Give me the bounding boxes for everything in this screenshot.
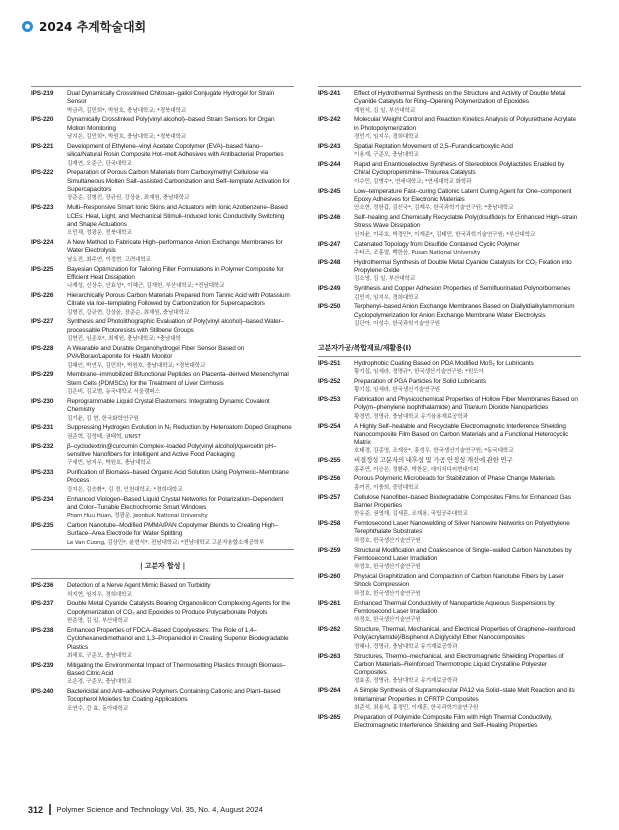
abstract-entry [318,457,581,474]
entry-code: IPS-262 [318,626,341,634]
entry-code: IPS-219 [31,90,54,97]
entry-authors: 김재연, 오준근, 단국대학교 [67,160,132,167]
abstract-entry [318,214,581,239]
entry-authors: 호태경, 김종영, 조재웅*, 홍성우, 한국생산기술연구원; *동국대학교 [354,448,514,455]
right-entry-list [318,90,581,328]
entry-code: IPS-247 [318,240,341,248]
entry-body [67,600,294,625]
abstract-entry [31,496,294,521]
section-heading-synthesis: | 고분자 합성 | [139,561,186,570]
entry-authors: 강지은, 김승환*, 김 경, 인천대학교; *경희대학교 [67,486,183,493]
abstract-entry [31,627,294,660]
entry-title: Molecular Weight Control and Reaction Kinetics Analysis of Polyurethane Acrylate in Photopolymerization [354,116,576,132]
entry-body [67,582,294,599]
entry-code: IPS-220 [31,116,54,124]
entry-title: A Wearable and Durable Organohydrogel Fiber Sensor Based on PVA/Borax/Laponite for Health Monitor [67,344,245,361]
abstract-entry [318,241,581,258]
abstract-entry [31,600,294,625]
entry-code: IPS-255 [318,457,341,465]
abstract-entry [318,116,581,141]
entry-body [67,627,294,660]
entry-code: IPS-223 [31,204,54,212]
entry-code: IPS-258 [318,520,341,528]
top-rule [318,86,581,87]
entry-title: Dual Dynamically Crosslinked Chitosan–gallol Conjugate Hydrogel for Strain Sensor [67,90,275,106]
entry-title: Low–temperature Fast–curing Cationic Latent Curing Agent for One–component Epoxy Adhesives for Electronic Materials [354,187,572,203]
conference-title: 2024 추계학술대회 [39,20,147,34]
left-entry-list-2 [31,582,294,713]
entry-authors: Le Van Cuong, 김상민*, 윤현석*, 전남대학교; *전남대학교 고분자융합소재공학부 [67,539,265,546]
entry-body [354,423,581,456]
entry-title: Enhanced Properties of FDCA–Based Copolyesters: The Role of 1,4–Cyclohexanedimethanol and 1,3–Propanediol in Creating Superior Biodegradable Plastics [67,626,289,651]
entry-title: Enhanced Viologen–Based Liquid Crystal Networks for Polarization–Dependent and Color–Tunable Electrochromic Smart Windows [67,495,284,511]
entry-body [67,239,294,264]
abstract-entry [318,600,581,625]
entry-authors: 신지윤, 이주호, 박경민*, 이재준*, 김태민, 한국과학기술연구원; *부산대학교 [354,231,536,238]
entry-body [67,318,294,343]
entry-code: IPS-234 [31,495,54,503]
entry-title: A Simple Synthesis of Supramolecular PA12 via Solid–state Melt Reaction and its Interlaminar Properties in CFRTP Composites [354,687,575,703]
entry-code: IPS-263 [318,652,341,660]
entry-code: IPS-257 [318,493,341,501]
entry-authors: 하정호, 한국생산기술연구원 [354,617,421,624]
entry-code: IPS-236 [31,582,54,590]
entry-code: IPS-246 [318,214,341,222]
entry-authors: 조연수, 강 효, 동아대학교 [67,705,129,712]
right-column [318,86,581,732]
entry-title: 비결정성 고분자의 내후성 및 가공 안정성 개선에 관한 연구 [354,457,513,465]
abstract-entry [318,90,581,115]
entry-title: A New Method to Fabricate High–performance Anion Exchange Membranes for Water Electrolysis [67,239,283,255]
abstract-entry [318,161,581,186]
entry-body [67,143,294,168]
entry-authors: 남지은, 김민희*, 박원호, 충남대학교; *경북대학교 [67,134,187,141]
entry-authors: 한준영, 김 일, 부산대학교 [67,618,129,625]
entry-authors: 이수민, 김병수*, 연세대학교; *연세대학교 화학과 [354,178,472,185]
entry-code: IPS-235 [31,522,54,530]
entry-authors: 정혜나, 정명규, 충남대학교 유기재료공학과 [354,643,458,650]
entry-title: Hierarchically Porous Carbon Materials Prepared from Tannic Acid with Potassium Citrate via Ice–templating Followed by Carbonization for Supercapacitors [67,291,290,308]
entry-body [354,259,581,284]
entry-body [67,398,294,423]
entry-title: Porous Polymeric Microbeads for Stabilization of Phase Change Materials [354,475,555,483]
abstract-entry [318,423,581,456]
abstract-entry [31,90,294,115]
entry-title: Membrane–immobilized Bifunctional Peptides on Placenta–derived Mesenchymal Stem Cells (PDMSCs) for the Treatment of Liver Cirrhosis [67,371,289,387]
page-footer [28,804,598,815]
abstract-entry [31,169,294,202]
abstract-entry [318,547,581,572]
entry-body [354,360,581,377]
top-rule [31,86,294,87]
entry-authors: 황기섭, 임세라, 한국생산기술연구원 [354,387,440,394]
left-entry-list [31,90,294,547]
abstract-entry [318,687,581,712]
left-column [31,86,294,715]
abstract-entry [31,292,294,317]
entry-body [67,292,294,317]
abstract-entry [318,303,581,328]
entry-body [354,214,581,239]
entry-body [354,547,581,572]
entry-authors: 홍여진, 이충희, 중앙대학교 [354,484,419,491]
entry-title: Suppressing Hydrogen Evolution in N₂ Reduction by Heteroatom Doped Graphene [67,424,292,432]
entry-code: IPS-256 [318,475,341,483]
entry-code: IPS-251 [318,359,341,367]
entry-code: IPS-237 [31,600,54,608]
entry-code: IPS-243 [318,142,341,150]
page-header [22,18,146,35]
entry-title: Purification of Biomass–based Organic Acid Solution Using Polymeric–Membrane Process [67,469,289,485]
entry-title: Synthesis and Copper Adhesion Properties of Semifluorinated Polynorbornenes [354,285,571,293]
entry-title: Spatial Reptation Movement of 2,5–Furandicarboxylic Acid [354,142,513,150]
entry-title: Synthesis and Photolithographic Evaluation of Poly(vinyl alcohol)–based Water–processable Photoresists with Stilbene Groups [67,318,285,334]
entry-title: Rapid and Enantioselective Synthesis of Stereoblock Polylactides Enabled by Chiral Cyclopropenimine–Thiourea Catalysts [354,161,565,177]
entry-code: IPS-228 [31,344,54,352]
entry-code: IPS-233 [31,469,54,477]
entry-authors: 김혜인, 박연우, 김민희*, 박원호, 충남대학교; *경북대학교 [67,362,206,369]
entry-body [354,653,581,686]
abstract-entry [31,424,294,441]
entry-code: IPS-261 [318,599,341,607]
entry-authors: 김형진, 강규현, 강상윤, 장준순, 최재원, 충남대학교 [67,309,190,316]
section-heading-processing: 고분자가공/복합재료/재활용(I) [318,344,412,353]
abstract-entry [31,398,294,423]
entry-authors: 나재성, 신상수, 안효성*, 이혜근, 김재헌, 부산대학교; *전남대학교 [67,283,225,290]
journal-citation: Polymer Science and Technology Vol. 35, No. 4, August 2024 [56,805,263,814]
abstract-entry [318,573,581,598]
entry-authors: 황경민, 정명규, 충남대학교 유기융용재료공학과 [354,413,468,420]
abstract-entry [31,662,294,687]
entry-body [67,688,294,713]
right-entry-list-2 [318,360,581,731]
entry-body [67,424,294,441]
entry-authors: 안소현, 정한갑, 김선국*, 김제우, 한국과학기술연구원; *충남대학교 [354,205,514,212]
entry-title: Preparation of PGA Particles for Solid Lubricants [354,377,486,385]
abstract-entry [318,475,581,492]
abstract-entry [31,688,294,713]
abstract-entry [318,259,581,284]
entry-title: A Highly Self–healable and Recyclable Electromagnetic Interference Shielding Nanocomposite Film Based on Carbon Materials and a Functional Heterocyclic Matrix [354,422,569,447]
abstract-entry [31,116,294,141]
entry-title: Carbon Nanotube–Modified PMMA/PAN Copolymer Blends to Creating High–Surface–Area Electrode for Water Splitting [67,522,278,538]
entry-body [67,496,294,521]
entry-code: IPS-240 [31,688,54,696]
abstract-entry [31,239,294,264]
entry-authors: 남요진, 최주연, 이정현, 고려대학교 [67,256,151,263]
abstract-entry [31,443,294,468]
entry-body [354,116,581,141]
entry-code: IPS-226 [31,291,54,299]
entry-body [354,188,581,213]
abstract-entry [318,188,581,213]
entry-authors: 최세호, 구준모, 충남대학교 [67,652,132,659]
entry-authors: 구세빈, 남지우, 박원호, 충남대학교 [67,460,151,467]
entry-title: Cellulose Nanofiber–based Biodegradable Composites Films for Enhanced Gas Barrier Properties [354,493,571,509]
entry-code: IPS-249 [318,285,341,293]
abstract-entry [318,520,581,545]
entry-title: Fabrication and Physicochemical Properties of Hollow Fiber Membranes Based on Poly(m–phenylene isophthalamide) and Titanium Dioxide Nanoparticles [354,396,578,412]
entry-body [354,520,581,545]
entry-body [354,241,581,258]
entry-authors: 정효종, 정명규, 충남대학교 유기재료공학과 [354,678,458,685]
section-rule [318,356,581,357]
entry-code: IPS-252 [318,377,341,385]
entry-authors: 하정호, 한국생산기술연구원 [354,564,421,571]
entry-title: Femtosecond Laser Nanowelding of Silver Nanowire Networks on Polyethylene Terephthalate Substrates [354,520,570,536]
entry-authors: 김단아, 이성수, 한국과학기술연구원 [354,321,440,328]
entry-title: Physical Graphitization and Compaction of Carbon Nanotube Fibers by Laser Shock Compression [354,573,564,589]
entry-title: Hydrophobic Coating Based on PDA Modified MoS₂ for Lubricants [354,359,534,367]
entry-authors: 계원석, 김 일, 부산대학교 [354,107,416,114]
abstract-entry [31,143,294,168]
entry-title: Bactericidal and Anti–adhesive Polymers Containing Cationic and Plant–based Tocopherol Moieties for Coating Applications [67,688,281,704]
entry-body [354,600,581,625]
abstract-entry [318,360,581,377]
entry-body [67,90,294,115]
footer-divider [49,804,51,815]
entry-body [67,116,294,141]
entry-body [354,143,581,160]
entry-title: Preparation of Polyimide Composite Film with High Thermal Conductivity, Electromagnetic Interference Shielding and Self–Healing Properties [354,713,553,730]
entry-body [67,522,294,547]
entry-code: IPS-254 [318,422,341,430]
entry-body [67,266,294,291]
entry-title: Catenated Topology from Disulfide Contained Cyclic Polymer [354,240,520,248]
entry-title: Self–healing and Chemically Recyclable Poly(disulfide)s for Enhanced High–strain Stress Wave Dissipation [354,214,578,230]
entry-title: Structure, Thermal, Mechanical, and Electrical Properties of Graphene–reinforced Poly(acrylamide)/Bisphenol A Diglycidyl Ether Nanocomposites [354,626,576,642]
entry-authors: 조은경, 구준모, 충남대학교 [67,679,132,686]
abstract-entry [318,396,581,421]
entry-code: IPS-232 [31,442,54,450]
entry-body [354,573,581,598]
entry-title: Development of Ethylene–vinyl Acetate Copolymer (EVA)–based Nano–silica/Natural Rosin Composite Hot–melt Adhesives with Antibacterial Properties [67,142,284,159]
entry-authors: 오민채, 정광운, 전북대학교 [67,230,132,237]
entry-authors: 최준석, 최용석, 홍정민, 이재훈, 한국과학기술연구원 [354,704,479,711]
entry-code: IPS-230 [31,397,54,405]
entry-code: IPS-244 [318,161,341,169]
entry-code: IPS-229 [31,371,54,379]
entry-code: IPS-250 [318,303,341,311]
entry-authors: 이용재, 구준모, 충남대학교 [354,152,419,159]
entry-code: IPS-224 [31,239,54,247]
entry-title: Reprogrammable Liquid Crystal Elastomers: Integrating Dynamic Covalent Chemistry [67,397,270,414]
entry-authors: 김민지, 임지우, 경희대학교 [354,294,419,301]
entry-authors: 한유준, 권영재, 김세훈, 조재용, 국립공주대학교 [354,511,468,518]
entry-code: IPS-253 [318,396,341,404]
entry-title: β–cyclodextrin@curcumin Complex–loaded Poly(vinyl alcohol)/quercetin pH–sensitive Nanofibers for Intelligent and Active Food Packaging [67,442,277,458]
entry-code: IPS-231 [31,424,54,432]
entry-body [354,396,581,421]
abstract-entry [31,266,294,291]
entry-body [354,90,581,115]
entry-body [354,303,581,328]
entry-authors: Pham Huu Huan, 정광운, Jeonbuk National University [67,513,208,520]
entry-authors: 허지현, 임지우, 경희대학교 [67,591,132,598]
entry-authors: 하정호, 한국생산기술연구원 [354,537,421,544]
abstract-entry [318,626,581,651]
entry-title: Effect of Hydrothermal Synthesis on the Structure and Activity of Double Metal Cyanide Catalysts for Ring–Opening Polymerization of Epoxides [354,90,566,106]
entry-authors: 장준순, 김형진, 장규원, 강상윤, 최재원, 충남대학교 [67,195,190,202]
page-number: 312 [28,804,44,815]
entry-code: IPS-225 [31,265,54,273]
entry-body [67,662,294,687]
abstract-entry [31,371,294,396]
entry-code: IPS-245 [318,187,341,195]
section-rule [31,549,294,550]
entry-code: IPS-265 [318,713,341,721]
abstract-entry [318,378,581,395]
entry-authors: 황기섭, 임세라, 정명규*, 한국생산기술연구원; *원도아 [354,368,484,375]
entry-code: IPS-248 [318,258,341,266]
abstract-entry [318,714,581,731]
abstract-entry [31,318,294,343]
entry-title: Multi–Responsive Smart Ionic Skins and Actuators with Ionic Azobenzene–Based LCEs: Heat, Light, and Mechanical Stimuli–Induced Ionic Conductivity Switching and Shape Actuations [67,204,288,228]
entry-body [67,469,294,494]
entry-title: Detection of a Nerve Agent Mimic Based on Turbidity [67,582,211,590]
section-rule [31,578,294,579]
entry-title: Hydrothermal Synthesis of Double Metal Cyanide Catalysts for CO₂ Fixation into Propylene Oxide [354,258,572,275]
entry-code: IPS-222 [31,169,54,177]
entry-authors: 김기윤, 김 현, 한국화학연구원 [67,415,139,422]
entry-code: IPS-259 [318,546,341,554]
entry-body [354,378,581,395]
entry-body [354,626,581,651]
abstract-entry [31,582,294,599]
entry-code: IPS-260 [318,573,341,581]
entry-authors: 김현진, 임준호*, 최재원, 충남대학교; *충남대학 [67,336,181,343]
entry-authors: 수타즈, 조홍열, 백한음, Pusan National University [354,249,481,256]
entry-body [354,285,581,302]
abstract-entry [318,494,581,519]
entry-body [354,457,581,474]
entry-code: IPS-264 [318,687,341,695]
entry-body [354,714,581,731]
entry-title: Dynamically Crosslinked Poly(vinyl alcohol)–based Strain Sensors for Organ Motion Monitoring [67,116,275,132]
abstract-entry [31,469,294,494]
entry-title: Structures, Thermo–mechanical, and Electromagnetic Shielding Properties of Carbon Materials–Reinforced Thermotropic Liquid Crystalline Polyester Composites [354,652,564,677]
entry-authors: 김은비, 김교범, 동국대학교 서울캠퍼스 [67,389,160,396]
entry-authors: 홍주연, 이승은, 정환주, 박찬문, 에이치디씨현대이피 [354,466,479,473]
circle-bullet-icon [22,21,33,32]
entry-code: IPS-242 [318,116,341,124]
entry-code: IPS-227 [31,318,54,326]
entry-body [354,687,581,712]
entry-title: Double Metal Cyanide Catalysts Bearing Organosilicon Complexing Agents for the Copolymerization of CO₂ and Epoxides to Produce Polycarbonate Polyols [67,600,290,616]
entry-body [67,443,294,468]
entry-title: Preparation of Porous Carbon Materials from Carboxymethyl Cellulose via Simultaneous Molten Salt–assisted Carbonization and Self–template Activation for Supercapacitors [67,169,290,194]
abstract-entry [31,522,294,547]
entry-code: IPS-239 [31,661,54,669]
entry-authors: 김소영, 김 일, 부산대학교 [354,276,416,283]
entry-code: IPS-221 [31,142,54,150]
entry-title: Terphenyl–based Anion Exchange Membranes Based on Diallyldialkylammonium Cyclopolymerization for Anion Exchange Membrane Water Electrolysis [354,303,575,319]
entry-authors: 하정호, 한국생산기술연구원 [354,590,421,597]
entry-authors: 박금리, 김민희*, 박원호, 충남대학교; *경북대학교 [67,107,187,114]
entry-body [67,169,294,202]
entry-body [354,161,581,186]
entry-body [354,494,581,519]
entry-authors: 경민기, 임지우, 경희대학교 [354,134,419,141]
entry-title: Bayesian Optimization for Tailoring Filler Formulations in Polymer Composite for Efficient Heat Dissipation [67,265,284,281]
entry-code: IPS-241 [318,90,341,97]
abstract-entry [318,143,581,160]
entry-body [354,475,581,492]
abstract-entry [31,345,294,370]
abstract-entry [318,653,581,686]
entry-code: IPS-238 [31,626,54,634]
entry-title: Structural Modification and Coalescence of Single–walled Carbon Nanotubes by Femtosecond Laser Irradiation [354,546,572,562]
abstract-entry [318,285,581,302]
entry-authors: 권준혁, 김성태, 권태혁, UNIST [67,433,141,440]
entry-body [67,371,294,396]
entry-title: Mitigating the Environmental Impact of Thermosetting Plastics through Biomass–Based Citric Acid [67,661,286,677]
entry-body [67,345,294,370]
entry-title: Enhanced Thermal Conductivity of Nanoparticle Aqueous Suspensions by Femtosecond Laser Irradiation [354,599,555,615]
abstract-entry [31,204,294,237]
entry-body [67,204,294,237]
